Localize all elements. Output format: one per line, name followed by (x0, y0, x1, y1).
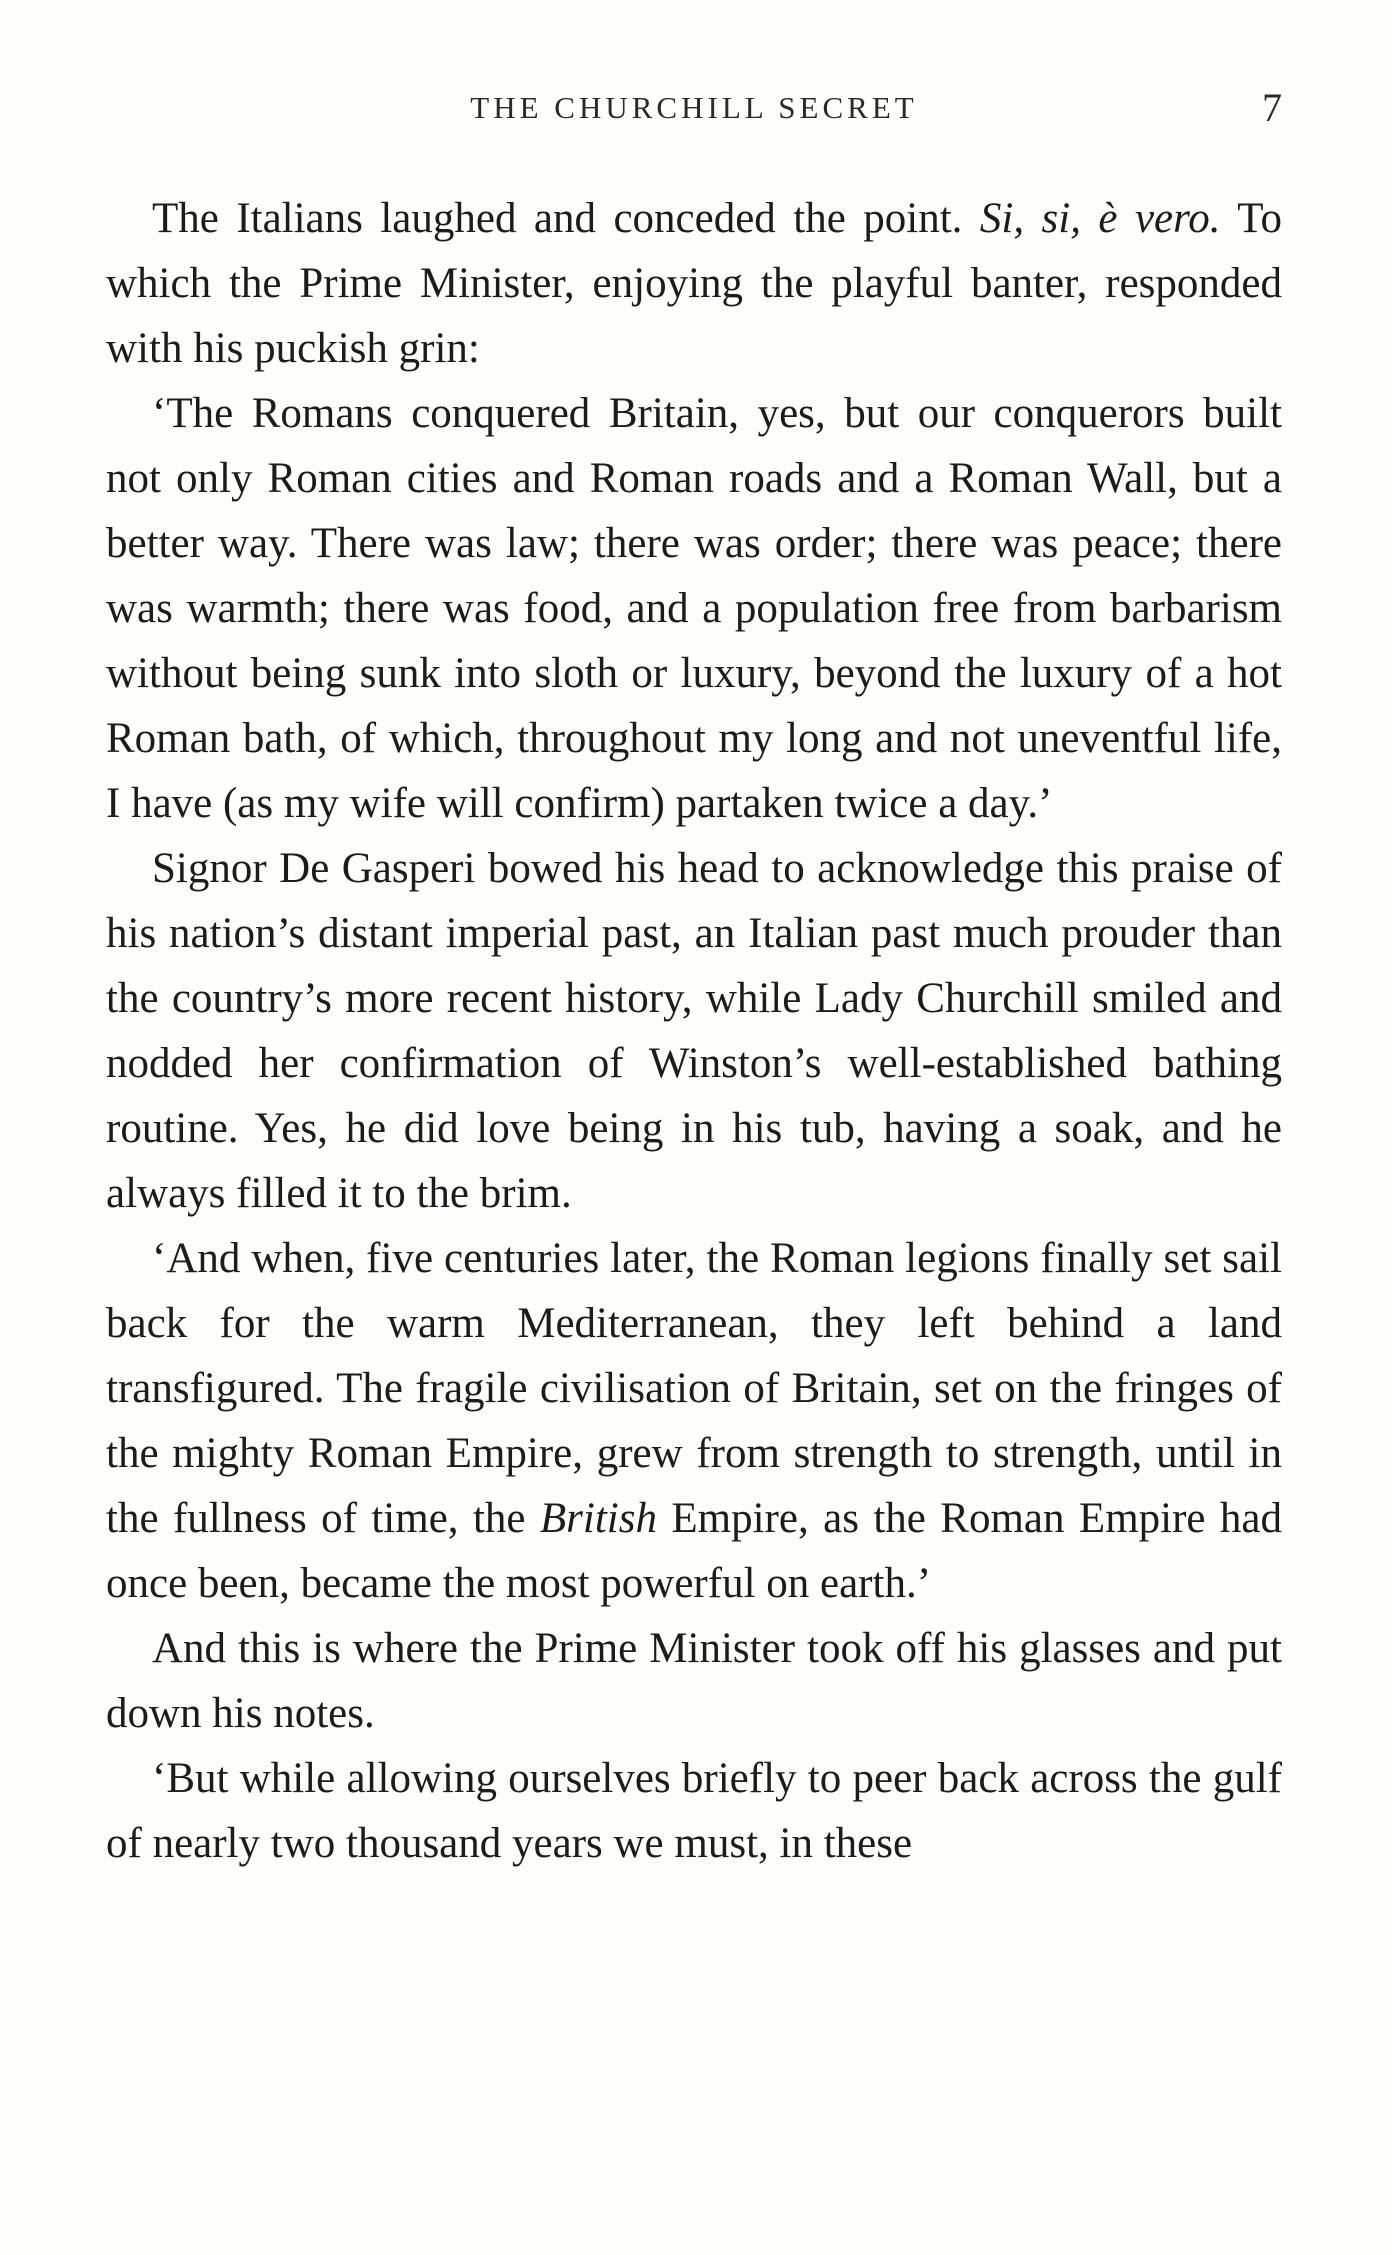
paragraph-1 (106, 186, 1282, 381)
paragraph-5-text: And this is where the Prime Minister took off his glasses and put down his notes. (106, 1625, 1282, 1737)
paragraph-2 (106, 381, 1282, 836)
paragraph-4-italic-word: British (539, 1495, 657, 1542)
paragraph-4-text-2: Empire, as the Roman Empire had once been, became the most powerful on earth.’ (106, 1495, 1283, 1607)
paragraph-5 (106, 1616, 1282, 1746)
paragraph-1-italic-phrase: Si, si, è vero. (979, 195, 1221, 242)
paragraph-6 (106, 1746, 1282, 1876)
paragraph-4 (106, 1226, 1282, 1616)
paragraph-1-text-2: To which the Prime Minister, enjoying the playful banter, responded with his puckish grin: (106, 195, 1282, 372)
paragraph-2-text: ‘The Romans conquered Britain, yes, but our conquerors built not only Roman cities and Roman roads and a Roman Wall, but a better way. There was law; there was order; there was peace; there was warmth; there was food, and a population free from barbarism without being sunk into sloth or luxury, beyond the luxury of a hot Roman bath, of which, throughout my long and not uneventful life, I have (as my wife will confirm) partaken twice a day.’ (106, 390, 1282, 827)
body-text (106, 186, 1282, 1876)
running-head (106, 85, 1282, 130)
running-title: THE CHURCHILL SECRET (470, 90, 918, 125)
paragraph-6-text: ‘But while allowing ourselves briefly to peer back across the gulf of nearly two thousand years we must, in these (106, 1755, 1282, 1867)
paragraph-1-text-1: The Italians laughed and conceded the point. (152, 195, 980, 242)
paragraph-3 (106, 836, 1282, 1226)
page-number: 7 (1262, 85, 1282, 130)
paragraph-3-text: Signor De Gasperi bowed his head to acknowledge this praise of his nation’s distant imperial past, an Italian past much prouder than the country’s more recent history, while Lady Churchill smiled and nodded her confirmation of Winston’s well-established bathing routine. Yes, he did love being in his tub, having a soak, and he always filled it to the brim. (106, 845, 1282, 1217)
paragraph-4-text-1: ‘And when, five centuries later, the Roman legions finally set sail back for the warm Mediterranean, they left behind a land transfigured. The fragile civilisation of Britain, set on the fringes of the mighty Roman Empire, grew from strength to strength, until in the fullness of time, the (106, 1235, 1282, 1542)
